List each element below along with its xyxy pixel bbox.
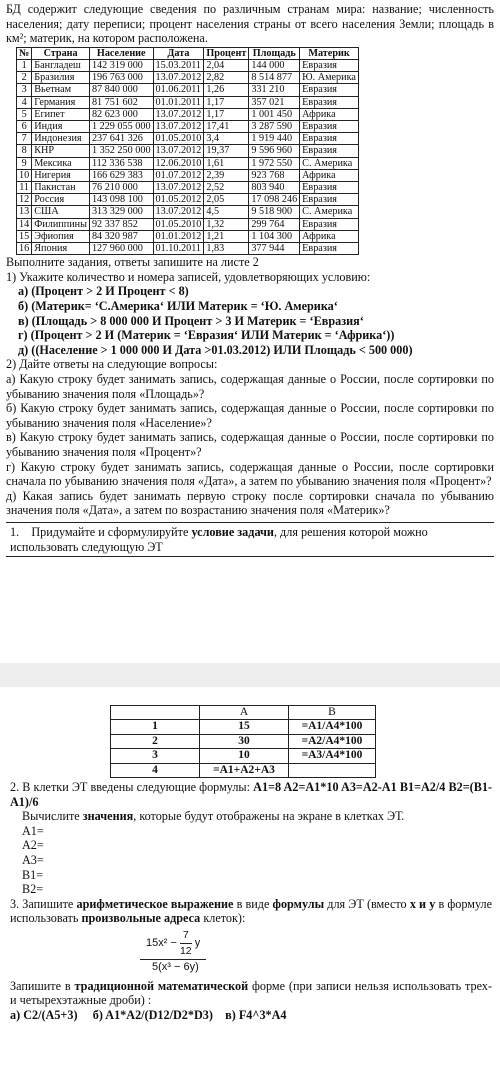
table-row <box>17 157 359 169</box>
table-cell: 3,4 <box>204 133 249 145</box>
q4-p1: Запишите в <box>10 978 71 993</box>
table-cell: Африка <box>300 108 359 120</box>
col-header: Процент <box>204 47 249 59</box>
col-header: Площадь <box>249 47 300 59</box>
q2-cells <box>10 824 492 897</box>
q2-line2-pre: Вычислите <box>22 809 80 824</box>
sheet-cell: 10 <box>200 749 289 763</box>
sheet-cell: =A1/A4*100 <box>289 720 376 734</box>
table-cell: 4,5 <box>204 206 249 218</box>
table-cell: Бангладеш <box>32 59 90 71</box>
table-cell: 2 <box>17 72 32 84</box>
formula-part: y <box>194 936 201 949</box>
intro-text: БД содержит следующие сведения по различным странам мира: название; численность населения; дату переписи; процент населения страны от всего населения Земли; площадь в км²; материк, на котором расположена. <box>6 2 494 46</box>
col-header: № <box>17 47 32 59</box>
table-cell: 142 319 000 <box>89 59 153 71</box>
table-cell: Нигерия <box>32 169 90 181</box>
q4-answer: б) A1*A2/(D12/D2*D3) <box>92 1007 213 1022</box>
sheet-cell: =A1+A2+A3 <box>200 763 289 777</box>
table-cell: 3 <box>17 84 32 96</box>
table-cell: 6 <box>17 121 32 133</box>
table-cell: 4 <box>17 96 32 108</box>
table-cell: КНР <box>32 145 90 157</box>
table-cell: Евразия <box>300 133 359 145</box>
table-cell: 7 <box>17 133 32 145</box>
q2-line2-bold: значения <box>82 809 134 824</box>
table-cell: Филиппины <box>32 218 90 230</box>
q3-p3: для ЭТ (вместо <box>327 896 407 911</box>
table-cell: 13 <box>17 206 32 218</box>
table-cell: 13.07.2012 <box>153 108 204 120</box>
page-separator <box>0 663 500 687</box>
table-cell: 15 <box>17 230 32 242</box>
q3-p4: в формуле использовать <box>10 896 493 926</box>
table-cell: Пакистан <box>32 182 90 194</box>
sheet-body <box>111 720 376 778</box>
table-cell: 81 751 602 <box>89 96 153 108</box>
table-cell: Бразилия <box>32 72 90 84</box>
table-cell: Евразия <box>300 218 359 230</box>
table-row <box>17 194 359 206</box>
table-cell: Африка <box>300 230 359 242</box>
q3-p5: клеток): <box>203 911 246 926</box>
sheet-header-row <box>111 706 376 720</box>
table-cell: 92 337 852 <box>89 218 153 230</box>
answer-cell: B1= <box>22 867 44 882</box>
table-cell: 13.07.2012 <box>153 72 204 84</box>
table-cell: 13.07.2012 <box>153 206 204 218</box>
table-cell: 112 336 538 <box>89 157 153 169</box>
q4-text <box>10 979 492 1008</box>
table-row <box>17 206 359 218</box>
task1-title: 1) Укажите количество и номера записей, удовлетворяющих условию: <box>6 269 371 284</box>
table-cell: 196 763 000 <box>89 72 153 84</box>
table-cell: 19,37 <box>204 145 249 157</box>
q3-b2: формулы <box>272 896 325 911</box>
fraction-denominator: 12 <box>179 944 192 957</box>
sheet-row-header: 3 <box>111 749 200 763</box>
answer-cell: A3= <box>22 853 44 867</box>
formula-fraction <box>180 928 192 958</box>
table-row <box>17 96 359 108</box>
col-header: Страна <box>32 47 90 59</box>
table-cell: 2,05 <box>204 194 249 206</box>
table-body <box>17 59 359 254</box>
table-row <box>17 133 359 145</box>
q4-answers <box>10 1008 492 1023</box>
worksheet-page-2 <box>10 705 492 1080</box>
task1-item: д) ((Население > 1 000 000 И Дата >01.03.2012) ИЛИ Площадь < 500 000) <box>18 342 413 357</box>
table-cell: 127 960 000 <box>89 243 153 255</box>
table-cell: 87 840 000 <box>89 84 153 96</box>
table-cell: 8 <box>17 145 32 157</box>
box-task-number: 1. <box>10 524 20 539</box>
table-cell: Евразия <box>300 96 359 108</box>
table-cell: 357 021 <box>249 96 300 108</box>
table-cell: 13.07.2012 <box>153 121 204 133</box>
table-cell: 13.07.2012 <box>153 145 204 157</box>
table-cell: 17 098 246 <box>249 194 300 206</box>
table-cell: Япония <box>32 243 90 255</box>
table-cell: 166 629 383 <box>89 169 153 181</box>
sheet-cell: =A2/A4*100 <box>289 734 376 748</box>
table-cell: 377 944 <box>249 243 300 255</box>
table-cell: Евразия <box>300 84 359 96</box>
table-cell: 1,83 <box>204 243 249 255</box>
table-cell: 1 352 250 000 <box>89 145 153 157</box>
task1-item: а) (Процент > 2 И Процент < 8) <box>18 284 189 299</box>
q4-answer: а) C2/(A5+3) <box>10 1007 78 1022</box>
tasks-title: Выполните задания, ответы запишите на листе 2 <box>6 255 259 270</box>
table-row <box>17 169 359 181</box>
table-cell: 3 287 590 <box>249 121 300 133</box>
table-cell: 01.05.2010 <box>153 218 204 230</box>
table-cell: 1 229 055 000 <box>89 121 153 133</box>
table-cell: 01.01.2011 <box>153 96 204 108</box>
countries-table <box>16 47 359 255</box>
table-row <box>17 59 359 71</box>
table-row <box>17 243 359 255</box>
task2-item: г) Какую строку будет занимать запись, содержащая данные о России, после сортировки сначала по убыванию значения поля «Дата», а затем по убыванию значения поля «Процент»? <box>6 459 494 489</box>
table-cell: 1,61 <box>204 157 249 169</box>
q3-text <box>10 897 492 926</box>
q3-b3: x и y <box>409 896 436 911</box>
table-cell: Египет <box>32 108 90 120</box>
col-header: Дата <box>153 47 204 59</box>
q4-answer: в) F4^3*A4 <box>225 1007 287 1022</box>
table-cell: Африка <box>300 169 359 181</box>
math-formula <box>140 928 492 975</box>
table-cell: 17,41 <box>204 121 249 133</box>
table-cell: 01.05.2010 <box>153 133 204 145</box>
table-cell: Евразия <box>300 194 359 206</box>
table-cell: 01.05.2012 <box>153 194 204 206</box>
task2-item: д) Какая запись будет занимать первую строку после сортировки сначала по убыванию значения поля «Дата», а затем по возрастанию значения поля «Материк»? <box>6 488 494 518</box>
q4-p2: форме (при записи нельзя использовать трех- и четырехэтажные дроби) : <box>10 978 493 1008</box>
table-cell: 237 641 326 <box>89 133 153 145</box>
worksheet-page-1 <box>6 0 494 652</box>
table-cell: 313 329 000 <box>89 206 153 218</box>
table-row <box>17 145 359 157</box>
sheet-row-header: 2 <box>111 734 200 748</box>
sheet-col-header: A <box>200 706 289 720</box>
task2-item: в) Какую строку будет занимать запись, содержащая данные о России, после сортировки по убыванию значения поля «Процент»? <box>6 430 494 459</box>
table-cell: 12 <box>17 194 32 206</box>
table-cell: Эфиопия <box>32 230 90 242</box>
table-cell: 9 518 900 <box>249 206 300 218</box>
answer-cell: A2= <box>22 838 44 853</box>
box-task-bold: условие задачи <box>191 524 274 539</box>
table-cell: 1 972 550 <box>249 157 300 169</box>
table-cell: 1,21 <box>204 230 249 242</box>
table-cell: 11 <box>17 182 32 194</box>
table-cell: 1 <box>17 59 32 71</box>
q2-formulas: A1=8 A2=A1*10 A3=A2-A1 B1=A2/4 B2=(B1-A1)/6 <box>10 780 493 809</box>
table-cell: Россия <box>32 194 90 206</box>
table-row <box>17 108 359 120</box>
q3-p1: 3. Запишите <box>10 896 74 911</box>
q3-b1: арифметическое выражение <box>76 896 234 911</box>
col-header: Материк <box>300 47 359 59</box>
table-cell: 2,39 <box>204 169 249 181</box>
table-cell: 82 623 000 <box>89 108 153 120</box>
q3-b4: произвольные адреса <box>81 911 201 926</box>
table-cell: Евразия <box>300 59 359 71</box>
box-task-pre: Придумайте и сформулируйте <box>31 524 189 539</box>
table-cell: США <box>32 206 90 218</box>
table-cell: 1,17 <box>204 108 249 120</box>
table-cell: 15.03.2011 <box>153 59 204 71</box>
table-cell: 923 768 <box>249 169 300 181</box>
task1-item: в) (Площадь > 8 000 000 И Процент > 3 И Материк = ‘Евразия‘ <box>18 313 364 328</box>
table-row <box>17 121 359 133</box>
sheet-row-header: 4 <box>111 763 200 777</box>
table-cell: 12.06.2010 <box>153 157 204 169</box>
table-cell: 01.01.2012 <box>153 230 204 242</box>
formula-part: 15x² − <box>146 936 177 949</box>
table-cell: 803 940 <box>249 182 300 194</box>
task2-title: 2) Дайте ответы на следующие вопросы: <box>6 357 218 372</box>
table-cell: 8 514 877 <box>249 72 300 84</box>
table-cell: Ю. Америка <box>300 72 359 84</box>
table-cell: Вьетнам <box>32 84 90 96</box>
formula-denominator: 5(x³ − 6y) <box>152 961 199 974</box>
table-cell: 01.10.2011 <box>153 243 204 255</box>
sheet-col-header: B <box>289 706 376 720</box>
table-cell: 1 919 440 <box>249 133 300 145</box>
box-task-post: , для решения которой можно использовать следующую ЭТ <box>10 524 428 554</box>
table-row <box>17 84 359 96</box>
table-cell: 13.07.2012 <box>153 182 204 194</box>
sheet-corner <box>111 706 200 720</box>
q2-line2-post: , которые будут отображены на экране в клетках ЭТ. <box>133 809 405 824</box>
table-row <box>17 72 359 84</box>
table-row <box>17 230 359 242</box>
table-cell: 84 320 987 <box>89 230 153 242</box>
table-cell: Индия <box>32 121 90 133</box>
task1-item: б) (Материк= ‘С.Америка‘ ИЛИ Материк = ‘Ю. Америка‘ <box>18 299 338 314</box>
table-cell: 2,52 <box>204 182 249 194</box>
q2-line2 <box>10 809 492 824</box>
table-cell: 299 764 <box>249 218 300 230</box>
sheet-row-header: 1 <box>111 720 200 734</box>
q4-b1: традиционной математической <box>74 978 249 993</box>
task2-item: б) Какую строку будет занимать запись, содержащая данные о России, после сортировки по убыванию значения поля «Население»? <box>6 401 494 430</box>
sheet-cell: 15 <box>200 720 289 734</box>
task2-item: а) Какую строку будет занимать запись, содержащая данные о России, после сортировки по убыванию значения поля «Площадь»? <box>6 371 494 401</box>
table-cell: 1,32 <box>204 218 249 230</box>
fraction-numerator: 7 <box>180 928 192 944</box>
table-cell: 144 000 <box>249 59 300 71</box>
table-cell: 01.07.2012 <box>153 169 204 181</box>
col-header: Население <box>89 47 153 59</box>
task1-item: г) (Процент > 2 И (Материк = ‘Евразия‘ ИЛИ Материк = ‘Африка‘)) <box>18 328 395 343</box>
table-cell: 2,82 <box>204 72 249 84</box>
table-cell: Евразия <box>300 121 359 133</box>
table-cell: 16 <box>17 243 32 255</box>
sheet-row <box>111 734 376 748</box>
box-task <box>6 522 494 557</box>
q3-p2: в виде <box>236 896 270 911</box>
table-cell: Евразия <box>300 145 359 157</box>
sheet-row <box>111 749 376 763</box>
q2-pre: 2. В клетки ЭТ введены следующие формулы: <box>10 780 251 795</box>
table-cell: С. Америка <box>300 206 359 218</box>
table-cell: 10 <box>17 169 32 181</box>
table-cell: С. Америка <box>300 157 359 169</box>
table-cell: 1 001 450 <box>249 108 300 120</box>
table-cell: 9 596 960 <box>249 145 300 157</box>
answer-cell: B2= <box>22 882 44 897</box>
answer-cell: A1= <box>22 823 44 838</box>
spreadsheet-table <box>110 705 376 778</box>
table-cell: 2,04 <box>204 59 249 71</box>
table-row <box>17 218 359 230</box>
sheet-cell <box>289 763 376 777</box>
table-cell: Евразия <box>300 243 359 255</box>
sheet-row <box>111 720 376 734</box>
table-cell: 5 <box>17 108 32 120</box>
table-cell: 1,17 <box>204 96 249 108</box>
formula-numerator <box>140 928 206 960</box>
sheet-row <box>111 763 376 777</box>
table-cell: 331 210 <box>249 84 300 96</box>
table-cell: 1,26 <box>204 84 249 96</box>
sheet-cell: =A3/A4*100 <box>289 749 376 763</box>
table-cell: 1 104 300 <box>249 230 300 242</box>
table-cell: 143 098 100 <box>89 194 153 206</box>
table-header-row <box>17 47 359 59</box>
table-cell: Германия <box>32 96 90 108</box>
sheet-cell: 30 <box>200 734 289 748</box>
table-cell: Евразия <box>300 182 359 194</box>
table-cell: Индонезия <box>32 133 90 145</box>
table-cell: Мексика <box>32 157 90 169</box>
table-row <box>17 182 359 194</box>
table-cell: 01.06.2011 <box>153 84 204 96</box>
table-cell: 14 <box>17 218 32 230</box>
table-cell: 9 <box>17 157 32 169</box>
q2-line1 <box>10 780 492 809</box>
table-cell: 76 210 000 <box>89 182 153 194</box>
